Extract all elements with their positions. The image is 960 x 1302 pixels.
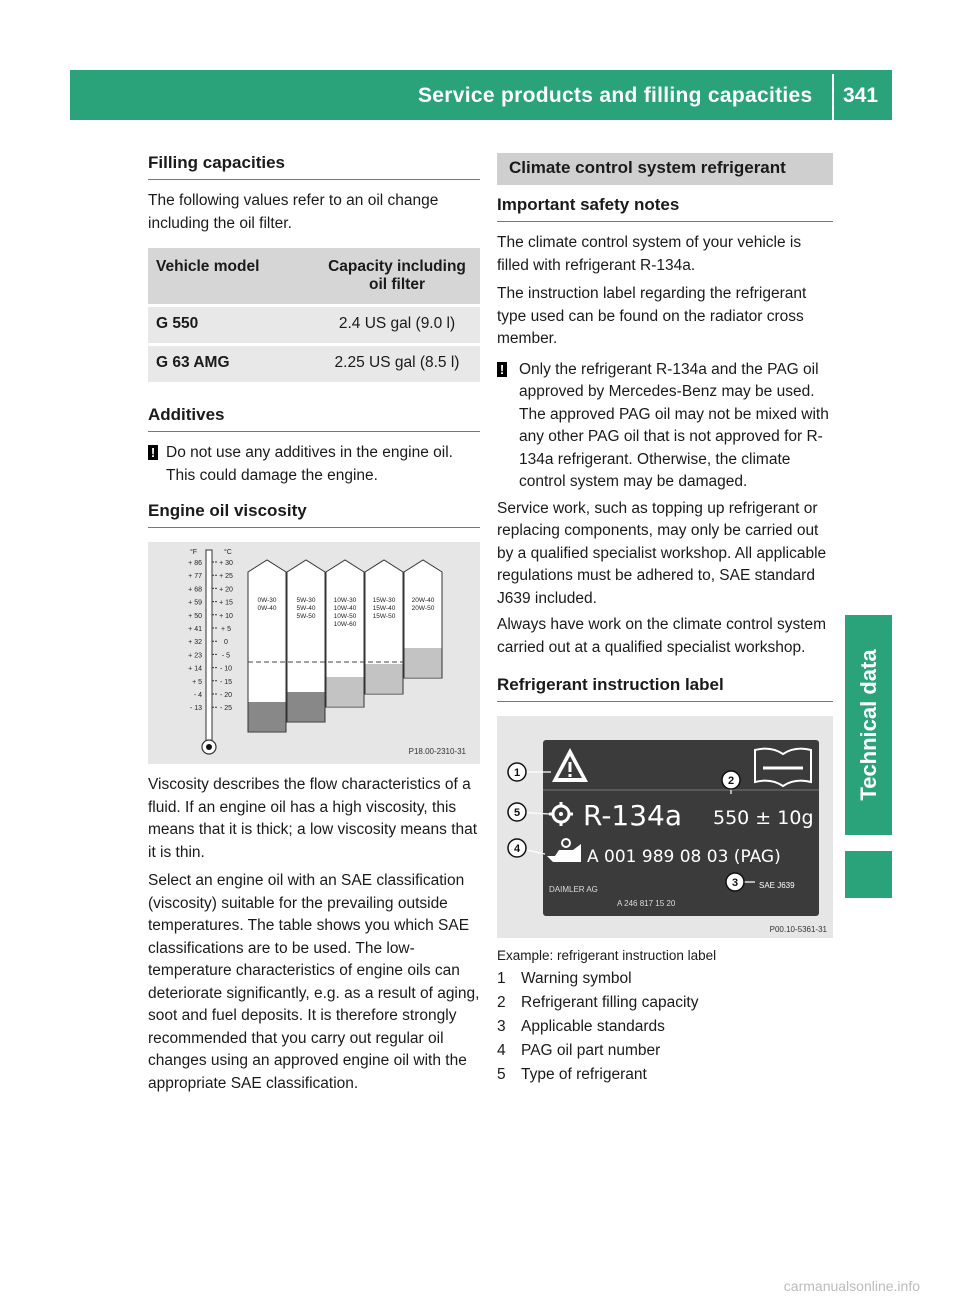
c-tick-label: + 15: [219, 599, 233, 607]
list-item: [497, 1015, 833, 1039]
c-tick-label: + 25: [219, 573, 233, 581]
side-marker: [845, 851, 892, 898]
c-tick-label: + 20: [219, 586, 233, 594]
grade-shade: [327, 677, 364, 707]
list-item: [497, 991, 833, 1015]
grade-label: 15W-30: [372, 597, 396, 604]
grade-label: 5W-50: [296, 613, 316, 620]
safety-heading: Important safety notes: [497, 195, 833, 222]
viscosity-figure: [148, 542, 480, 764]
f-tick-label: + 68: [188, 586, 202, 594]
f-tick-label: + 32: [188, 639, 202, 647]
legend-list: [497, 967, 833, 1087]
grade-label: 10W-40: [333, 605, 357, 612]
climate-p1: The climate control system of your vehicle is filled with refrigerant R-134a.: [497, 234, 802, 274]
row-capacity: 2.4 US gal (9.0 l): [314, 307, 480, 343]
viscosity-paragraph-1: Viscosity describes the flow characteristics of a fluid. If an engine oil has a high viscosity, this means that it is thick; a low viscosity means that it is thin.: [148, 776, 478, 861]
item-number: 1: [497, 970, 506, 987]
grade-label: 15W-50: [372, 613, 396, 620]
row-model: G 63 AMG: [148, 346, 314, 382]
climate-warning-text: Only the refrigerant R-134a and the PAG oil approved by Mercedes-Benz may be used. The approved PAG oil may not be mixed with any other PAG oil that is not approved for R-134a refrigerant. Otherwise, the climate control system may be damaged.: [519, 360, 829, 490]
viscosity-heading: Engine oil viscosity: [148, 501, 480, 528]
c-tick-label: + 10: [219, 612, 233, 620]
f-tick-label: - 4: [193, 692, 202, 699]
warning-icon: !: [497, 362, 507, 377]
item-text: PAG oil part number: [521, 1042, 661, 1059]
table-row: [148, 346, 480, 382]
c-tick-label: 0: [224, 639, 228, 647]
unit-c-label: °C: [224, 549, 232, 556]
warning-icon: !: [148, 445, 158, 460]
additives-warning-text: Do not use any additives in the engine oil. This could damage the engine.: [166, 444, 453, 484]
filling-heading: Filling capacities: [148, 153, 480, 180]
grade-label: 0W-40: [257, 605, 277, 612]
grade-shade: [288, 692, 325, 722]
grade-label: 10W-60: [333, 621, 357, 628]
grade-label: 5W-40: [296, 605, 316, 612]
left-column: [148, 153, 480, 1095]
grade-label: 10W-30: [333, 597, 357, 604]
table-header: [148, 248, 480, 304]
filling-intro: The following values refer to an oil change including the oil filter.: [148, 192, 439, 232]
c-tick-label: + 5: [221, 626, 231, 633]
f-tick-label: - 13: [189, 705, 202, 713]
watermark-text: carmanualsonline.info: [783, 1278, 920, 1294]
list-item: [497, 967, 833, 991]
col-capacity: Capacity including oil filter: [314, 248, 480, 304]
additives-warning: [148, 442, 480, 487]
grade-label: 20W-40: [411, 597, 435, 604]
climate-bar: Climate control system refrigerant: [497, 153, 833, 185]
label-heading: Refrigerant instruction label: [497, 675, 833, 702]
f-tick-label: + 86: [188, 560, 202, 567]
section-title: Service products and filling capacities: [418, 84, 813, 107]
figure-code: P18.00-2310-31: [408, 747, 466, 756]
list-item: [497, 1039, 833, 1063]
f-tick-label: + 50: [188, 612, 202, 620]
f-tick-label: + 23: [188, 652, 202, 660]
capacity-table: [148, 245, 480, 385]
list-item: [497, 1063, 833, 1087]
grade-label: 0W-30: [257, 597, 277, 604]
climate-p4: Always have work on the climate control system carried out at a qualified specialist workshop.: [497, 616, 827, 656]
item-text: Warning symbol: [521, 970, 632, 987]
callout-number: 3: [731, 877, 739, 889]
f-tick-label: + 14: [188, 665, 202, 673]
grade-shade: [366, 664, 403, 694]
c-tick-label: - 5: [221, 652, 231, 660]
c-tick-label: - 15: [219, 678, 233, 686]
f-tick-label: + 41: [188, 626, 202, 633]
col-vehicle-model: Vehicle model: [148, 248, 314, 304]
row-capacity: 2.25 US gal (8.5 l): [314, 346, 480, 382]
item-text: Refrigerant filling capacity: [521, 994, 699, 1011]
item-number: 3: [497, 1018, 506, 1035]
label-maker: DAIMLER AG: [549, 885, 598, 894]
callout-number: 5: [513, 807, 521, 819]
grade-label: 10W-50: [333, 613, 357, 620]
grade-shade: [405, 648, 442, 678]
refrigerant-capacity: 550 ± 10g: [713, 807, 814, 829]
manual-wrench-icon: [755, 749, 811, 786]
climate-p2: The instruction label regarding the refrigerant type used can be found on the radiator cross member.: [497, 285, 807, 347]
viscosity-chart: [148, 542, 480, 764]
refrigerant-label-svg: [497, 716, 833, 938]
right-column: [497, 153, 833, 1087]
callout-number: 4: [513, 843, 521, 855]
pag-part-number: A 001 989 08 03 (PAG): [587, 847, 781, 867]
header-divider: [832, 74, 834, 120]
row-model: G 550: [148, 307, 314, 343]
sae-standard: SAE J639: [759, 881, 795, 890]
label-number: A 246 817 15 20: [617, 899, 676, 908]
item-number: 2: [497, 994, 506, 1011]
item-text: Type of refrigerant: [521, 1066, 647, 1083]
refrigerant-type: R-134a: [583, 799, 683, 832]
label-caption: Example: refrigerant instruction label: [497, 948, 717, 963]
grade-label: 5W-30: [296, 597, 316, 604]
grade-label: 20W-50: [411, 605, 435, 612]
page-number: 341: [843, 84, 879, 107]
f-tick-label: + 77: [188, 573, 202, 581]
refrigerant-label-figure: [497, 716, 833, 938]
thermometer-mercury: [206, 744, 212, 750]
viscosity-paragraph-2: Select an engine oil with an SAE classification (viscosity) suitable for the prevailing outside temperatures. The table shows you which SAE classifications are to be used. The low-temperature characteristics of engine oils can deteriorate significantly, e.g. as a result of aging, soot and fuel deposits. It is therefore strongly recommended that you carry out regular oil changes using an approved engine oil with the appropriate SAE classification.: [148, 872, 480, 1092]
label-figure-code: P00.10-5361-31: [769, 925, 827, 934]
f-tick-label: + 59: [188, 599, 202, 607]
c-tick-label: - 20: [219, 692, 233, 699]
table-row: [148, 307, 480, 343]
additives-heading: Additives: [148, 405, 480, 432]
callout-number: 2: [727, 775, 735, 787]
item-text: Applicable standards: [521, 1018, 665, 1035]
c-tick-label: - 10: [219, 665, 233, 673]
c-tick-label: + 30: [219, 560, 233, 567]
climate-warning: [497, 359, 833, 494]
climate-p3: Service work, such as topping up refrigerant or replacing components, may only be carried out by a qualified specialist workshop. All applicable regulations must be adhered to, SAE standard J639 included.: [497, 499, 827, 607]
callout-number: 1: [513, 767, 521, 779]
thermometer-tube: [206, 550, 212, 744]
grade-shade: [249, 702, 286, 732]
item-number: 5: [497, 1066, 506, 1083]
grade-label: 15W-40: [372, 605, 396, 612]
f-tick-label: + 5: [192, 678, 202, 686]
unit-f-label: °F: [190, 549, 198, 556]
item-number: 4: [497, 1042, 506, 1059]
side-tab-label: Technical data: [856, 649, 881, 801]
c-tick-label: - 25: [219, 705, 233, 713]
